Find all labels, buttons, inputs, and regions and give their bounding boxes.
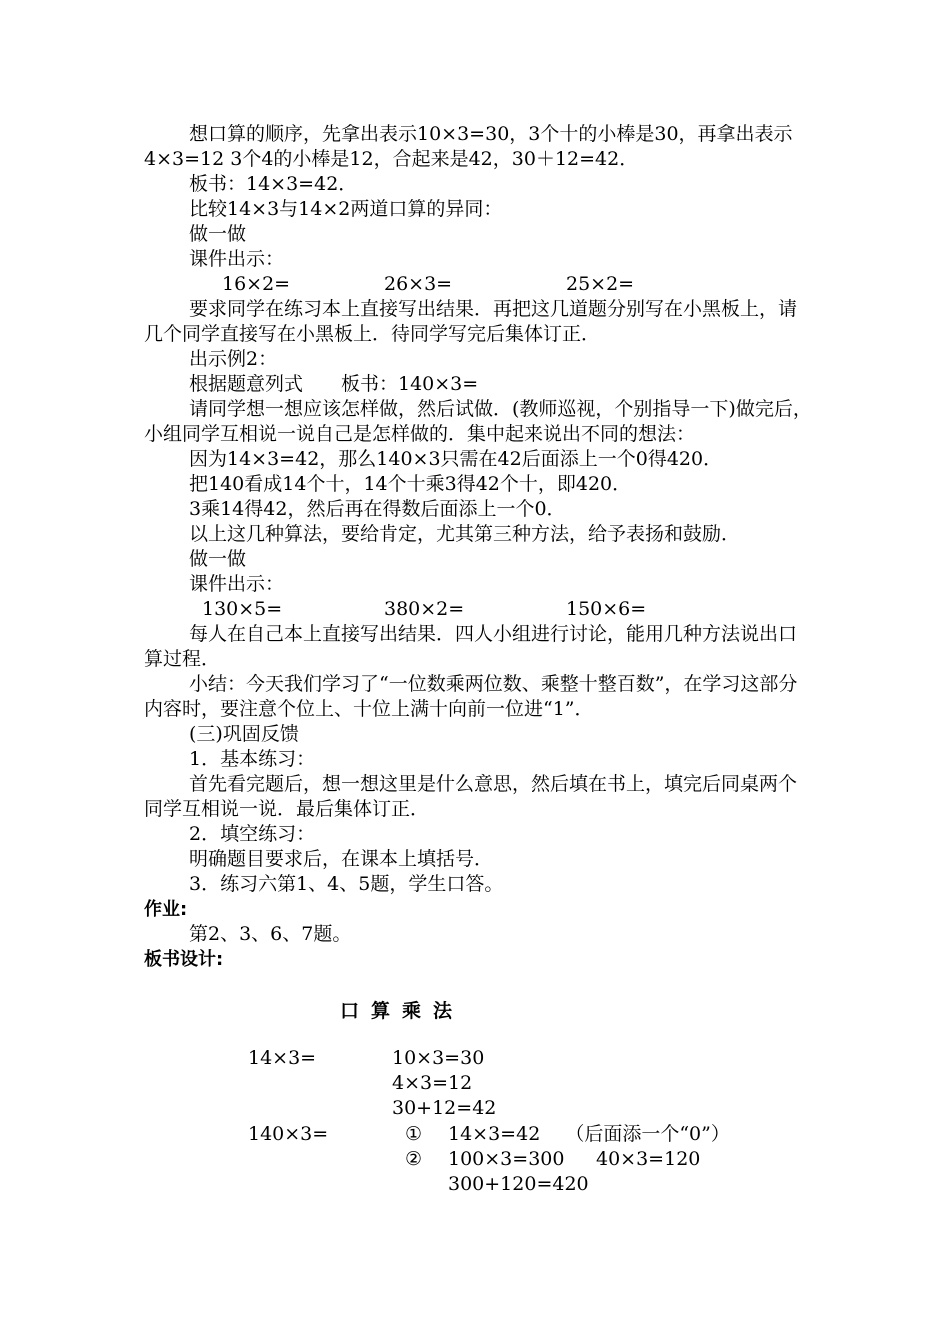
paragraph: 2．填空练习：: [189, 823, 316, 845]
paragraph: 3乘14得42，然后再在得数后面添上一个0．: [189, 498, 566, 520]
paragraph: 每人在自己本上直接写出结果．四人小组进行讨论，能用几种方法说出口算过程．: [144, 623, 798, 670]
method-1-marker: ①: [405, 1123, 423, 1145]
method-1-text: 14×3=42 （后面添一个“0”）: [448, 1123, 730, 1145]
paragraph: 比较14×3与14×2两道口算的异同：: [189, 198, 503, 220]
method-2-step: 40×3=120: [596, 1148, 701, 1170]
paragraph: 根据题意列式 板书：140×3=: [189, 373, 479, 395]
board-title: 口算乘法: [340, 1000, 465, 1022]
paragraph: 以上这几种算法，要给肯定，尤其第三种方法，给予表扬和鼓励．: [189, 523, 741, 545]
method-2-marker: ②: [405, 1148, 423, 1170]
board-heading: 板书设计:: [144, 949, 224, 970]
exercise-item: 130×5=: [202, 598, 283, 620]
exercise-item: 26×3=: [384, 273, 453, 295]
board-step: 30+12=42: [392, 1097, 497, 1119]
exercise-item: 380×2=: [384, 598, 465, 620]
paragraph: 小结：今天我们学习了“一位数乘两位数、乘整十整百数”，在学习这部分内容时，要注意个位上、十位上满十向前一位进“1”．: [144, 673, 798, 720]
paragraph: 板书：14×3=42．: [189, 173, 358, 195]
paragraph: 想口算的顺序，先拿出表示10×3=30，3个十的小棒是30，再拿出表示4×3=12 3个4的小棒是12，合起来是42，30＋12=42．: [144, 123, 793, 170]
exercise-item: 25×2=: [566, 273, 635, 295]
board-step: 4×3=12: [392, 1072, 473, 1094]
exercise-row: [144, 597, 812, 622]
paragraph: 要求同学在练习本上直接写出结果．再把这几道题分别写在小黑板上，请几个同学直接写在小黑板上．待同学写完后集体订正．: [144, 298, 798, 345]
paragraph: 课件出示：: [189, 248, 285, 270]
section-heading: 做一做: [189, 548, 247, 570]
paragraph: 请同学想一想应该怎样做，然后试做．(教师巡视，个别指导一下)做完后，小组同学互相说一说自己是怎样做的．集中起来说出不同的想法：: [144, 398, 812, 445]
method-2-step: 100×3=300: [448, 1148, 565, 1170]
paragraph: 出示例2：: [189, 348, 278, 370]
section-heading: 做一做: [189, 223, 247, 245]
exercise-item: 16×2=: [222, 273, 291, 295]
homework-text: 第2、3、6、7题。: [189, 923, 352, 945]
paragraph: 1．基本练习：: [189, 748, 316, 770]
board-question-2: 140×3=: [248, 1123, 329, 1145]
paragraph: 3．练习六第1、4、5题，学生口答。: [189, 873, 504, 895]
section-heading: (三)巩固反馈: [189, 723, 299, 745]
paragraph: 首先看完题后，想一想这里是什么意思，然后填在书上，填完后同桌两个同学互相说一说．最后集体订正．: [144, 773, 798, 820]
paragraph: 明确题目要求后，在课本上填括号．: [189, 848, 494, 870]
paragraph: 把140看成14个十，14个十乘3得42个十，即420．: [189, 473, 632, 495]
exercise-row: [144, 272, 812, 297]
method-2-step: 300+120=420: [448, 1173, 589, 1195]
lesson-body: [144, 122, 812, 972]
paragraph: 课件出示：: [189, 573, 285, 595]
board-question-1: 14×3=: [248, 1047, 317, 1069]
board-step: 10×3=30: [392, 1047, 485, 1069]
homework-heading: 作业:: [144, 899, 188, 920]
exercise-item: 150×6=: [566, 598, 647, 620]
paragraph: 因为14×3=42，那么140×3只需在42后面添上一个0得420．: [189, 448, 723, 470]
